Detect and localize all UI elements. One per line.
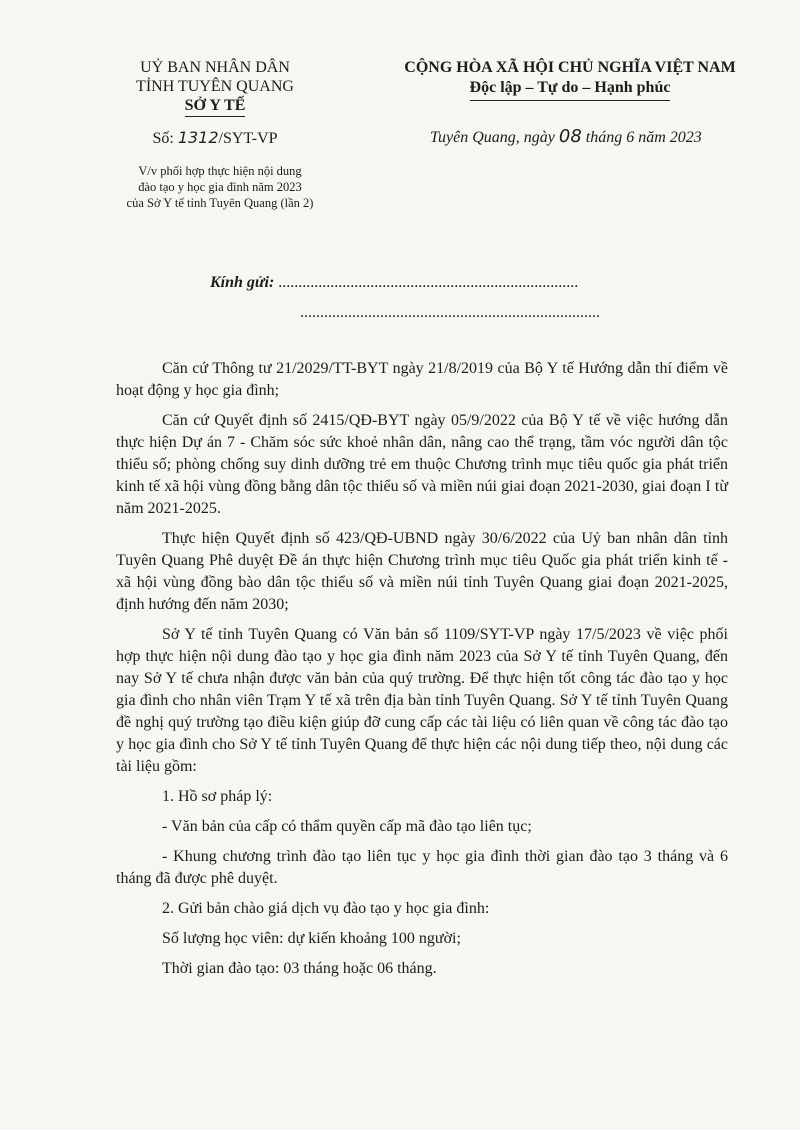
subject-line-1: V/v phối hợp thực hiện nội dung bbox=[138, 164, 302, 178]
recipient-dots-2: ........................................................................... bbox=[300, 304, 600, 321]
agency-line-3: SỞ Y TẾ bbox=[185, 96, 246, 117]
agency-line-1: UỶ BAN NHÂN DÂN bbox=[140, 59, 290, 76]
body-paragraph: Sở Y tế tỉnh Tuyên Quang có Văn bản số 1109/SYT-VP ngày 17/5/2023 về việc phối hợp thực hiện nội dung đào tạo y học gia đình năm 2023 của Sở Y tế tỉnh Tuyên Quang, đến nay Sở Y tế chưa nhận được văn bản của quý trường. Để thực hiện tốt công tác đào tạo y học gia đình cho nhân viên Trạm Y tế xã trên địa bàn tỉnh Tuyên Quang. Sở Y tế tỉnh Tuyên Quang đề nghị quý trường tạo điều kiện giúp đỡ cung cấp các tài liệu có liên quan về công tác đào tạo y học gia đình cho Sở Y tế tỉnh Tuyên Quang để thực hiện các nội dung tiếp theo, nội dung các tài liệu gồm: bbox=[116, 626, 728, 775]
subject-line-3: của Sở Y tế tỉnh Tuyên Quang (lần 2) bbox=[126, 196, 314, 210]
doc-number-suffix: /SYT-VP bbox=[218, 130, 278, 147]
list-item: - Khung chương trình đào tạo liên tục y học gia đình thời gian đào tạo 3 tháng và 6 tháng đã được phê duyệt. bbox=[116, 848, 728, 887]
list-item: Số lượng học viên: dự kiến khoảng 100 người; bbox=[162, 930, 461, 947]
doc-number-prefix: Số: bbox=[152, 130, 178, 147]
body-paragraph: Căn cứ Thông tư 21/2029/TT-BYT ngày 21/8/2019 của Bộ Y tế Hướng dẫn thí điểm về hoạt động y học gia đình; bbox=[116, 360, 728, 399]
document-body bbox=[116, 358, 728, 988]
date-prefix: Tuyên Quang, ngày bbox=[430, 129, 559, 146]
issuing-agency-header bbox=[100, 58, 330, 117]
national-motto: Độc lập – Tự do – Hạnh phúc bbox=[470, 78, 671, 101]
recipient-dots-1: ........................................................................... bbox=[278, 274, 579, 291]
document-number bbox=[100, 128, 330, 148]
list-heading: 2. Gửi bản chào giá dịch vụ đào tạo y học gia đình: bbox=[162, 900, 490, 917]
agency-line-2: TỈNH TUYÊN QUANG bbox=[136, 78, 294, 95]
recipient-block bbox=[210, 268, 730, 328]
doc-number-handwritten: 1312 bbox=[177, 128, 219, 147]
recipient-label: Kính gửi: bbox=[210, 274, 275, 291]
list-item: - Văn bản của cấp có thẩm quyền cấp mã đào tạo liên tục; bbox=[162, 818, 532, 835]
list-heading: 1. Hồ sơ pháp lý: bbox=[162, 788, 273, 805]
list-item: Thời gian đào tạo: 03 tháng hoặc 06 tháng. bbox=[162, 960, 437, 977]
subject-line-2: đào tạo y học gia đình năm 2023 bbox=[138, 180, 302, 194]
body-paragraph: Căn cứ Quyết định số 2415/QĐ-BYT ngày 05/9/2022 của Bộ Y tế về việc hướng dẫn thực hiện Dự án 7 - Chăm sóc sức khoẻ nhân dân, nâng cao thể trạng, tầm vóc người dân tộc thiểu số; phòng chống suy dinh dưỡng trẻ em thuộc Chương trình mục tiêu quốc gia phát triển kinh tế xã hội vùng đồng bằng dân tộc thiểu số và miền núi giai đoạn 2021-2030, giai đoạn I từ năm 2021-2025. bbox=[116, 412, 728, 517]
date-suffix: tháng 6 năm 2023 bbox=[581, 129, 702, 146]
document-subject bbox=[100, 163, 340, 211]
body-paragraph: Thực hiện Quyết định số 423/QĐ-UBND ngày 30/6/2022 của Uỷ ban nhân dân tỉnh Tuyên Quang Phê duyệt Đề án thực hiện Chương trình mục tiêu Quốc gia phát triển kinh tế - xã hội vùng đồng bào dân tộc thiểu số và miền núi tỉnh Tuyên Quang giai đoạn 2021-2025, định hướng đến năm 2030; bbox=[116, 530, 728, 613]
issue-date bbox=[430, 126, 770, 147]
national-title: CỘNG HÒA XÃ HỘI CHỦ NGHĨA VIỆT NAM bbox=[404, 59, 736, 76]
date-day-handwritten: 08 bbox=[558, 126, 582, 147]
national-title-header bbox=[370, 58, 770, 101]
